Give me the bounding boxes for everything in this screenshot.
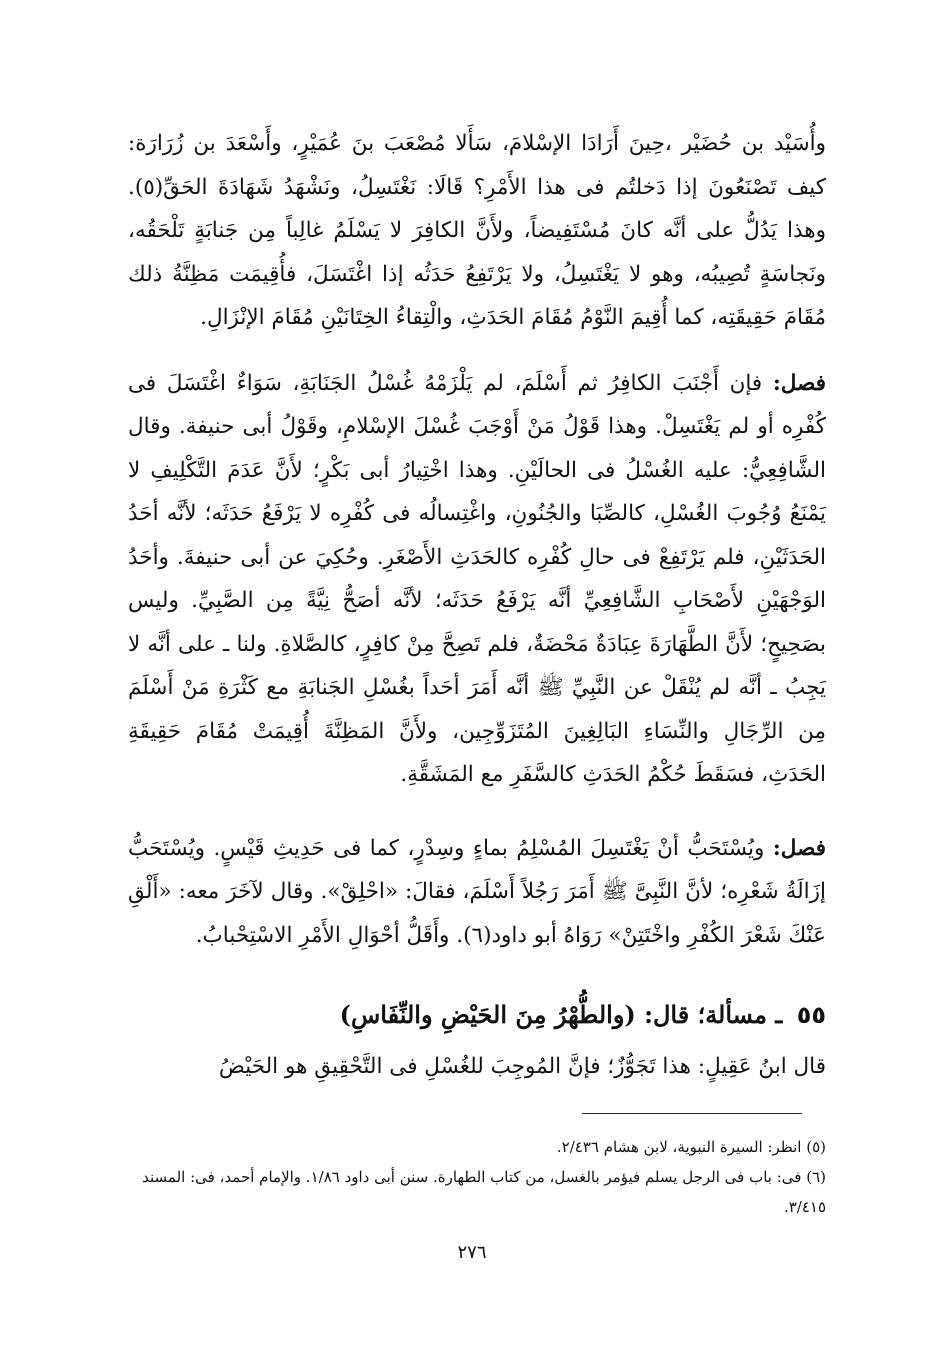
footnote-separator [582, 1113, 802, 1114]
section-lead: فصل: [772, 835, 826, 861]
footnote-5: (٥) انظر: السيرة النبوية، لابن هشام ٢/٤٣٦. [556, 1138, 826, 1156]
paragraph-2 [128, 362, 826, 797]
paragraph-3-text: ويُسْتَحَبُّ أنْ يَغْتَسِلَ المُسْلِمُ بماءٍ وسِدْرٍ، كما فى حَدِيثِ قَيْسٍ. ويُسْتَحَبُّ إزَالَةُ شَعْرِه؛ لأنَّ النَّبِىَّ ﷺ أَمَرَ رَجُلاً أَسْلَمَ، فقالَ: «احْلِقْ». وقال لآخَرَ معه: «أَلْقِ عَنْكَ شَعْرَ الكُفْرِ واخْتَتِنْ» رَوَاهُ أبو داود(٦). وأَقَلُّ أحْوَالِ الأَمْرِ الاسْتِحْبابُ. [128, 835, 826, 948]
issue-number: ٥٥ [796, 1001, 826, 1029]
issue-title: ـ مسألة؛ قال: (والطُّهْرُ مِنَ الحَيْضِ والنِّفَاسِ) [339, 1000, 783, 1029]
footnotes [128, 1132, 826, 1222]
paragraph-4: قال ابنُ عَقِيلٍ: هذا تَجَوُّزٌ؛ فإنَّ المُوجِبَ للغُسْلِ فى التَّحْقِيقِ هو الحَيْضُ [218, 1054, 826, 1079]
paragraph-1: وأُسَيْد بن حُضَيْر ،حِينَ أَرَادَا الإسْلامَ، سَأَلا مُصْعَبَ بنَ عُمَيْرٍ، وأَسْعَدَ بن زُرَارَة: كيف تَصْنَعُونَ إذا دَخلتُم فى هذا الأَمْرِ؟ قَالَا: نَغْتَسِلُ، ونَشْهَدُ شَهَادَةَ الحَقِّ(٥). وهذا يَدُلُّ على أنَّه كانَ مُسْتَفِيضاً، ولأَنَّ الكافِرَ لا يَسْلَمُ غالِباً مِن جَنابَةٍ تَلْحَقُه، ونَجاسَةٍ تُصِيبُه، وهو لا يَغْتَسِلُ، ولا يَرْتَفِعُ حَدَثُه إذا اغْتَسَلَ، فأُقِيمَت مَظِنَّةُ ذلك مُقَامَ حَقِيقَتِه، كما أُقِيمَ النَّوْمُ مُقَامَ الحَدَثِ، والْتِقاءُ الخِتَانَيْنِ مُقَامَ الإنْزَالِ. [128, 131, 826, 330]
page-number: ٢٧٦ [457, 1242, 487, 1263]
paragraph-3 [128, 827, 826, 958]
section-lead: فصل: [772, 370, 826, 396]
issue-heading [128, 993, 826, 1037]
footnote-6: (٦) فى: باب فى الرجل يسلم فيؤمر بالغسل، من كتاب الطهارة. سنن أبى داود ١/٨٦. والإمام أحمد، فى: المسند ٣/٤١٥. [142, 1168, 826, 1216]
paragraph-2-text: فإن أَجْنَبَ الكافِرُ ثم أَسْلَمَ، لم يَلْزَمْهُ غُسْلُ الجَنَابَةِ، سَوَاءٌ اغْتَسَلَ فى كُفْرِه أو لم يَغْتَسِلْ. وهذا قَوْلُ مَنْ أَوْجَبَ غُسْلَ الإسْلامِ، وقَوْلُ أبى حنيفة. وقال الشَّافِعِيُّ: عليه الغُسْلُ فى الحالَيْنِ. وهذا اخْتِيارُ أبى بَكْرٍ؛ لأَنَّ عَدَمَ التَّكْلِيفِ لا يَمْنَعُ وُجُوبَ الغُسْلِ، كالصِّبَا والجُنُونِ، واغْتِسالُه فى كُفْرِه لا يَرْفَعُ حَدَثَه؛ لأنَّه أحَدُ الحَدَثَيْنِ، فلم يَرْتَفِعْ فى حالِ كُفْرِه كالحَدَثِ الأَصْغَرِ. وحُكِيَ عن أبى حنيفةَ. وأحَدُ الوَجْهَيْنِ لأَصْحَابِ الشَّافِعِيِّ أنَّه يَرْفَعُ حَدَثَه؛ لأنَّه أصَحُّ نِيَّةً مِن الصَّبِيِّ. وليس بصَحِيحٍ؛ لأَنَّ الطَّهَارَةَ عِبَادَةٌ مَحْضَةٌ، فلم تَصِحَّ مِنْ كافِرٍ، كالصَّلاةِ. ولنا ـ على أنَّه لا يَجِبُ ـ أنَّه لم يُنْقَلْ عن النَّبِيِّ ﷺ أنَّه أَمَرَ أحَداً بغُسْلِ الجَنابَةِ مع كَثْرَةِ مَنْ أَسْلَمَ مِن الرِّجَالِ والنِّسَاءِ البَالِغِينَ المُتَزَوِّجِين، ولأَنَّ المَظِنَّةَ أُقِيمَتْ مُقَامَ حَقِيقَةِ الحَدَثِ، فسَقَطَ حُكْمُ الحَدَثِ كالسَّفَرِ مع المَشَقَّةِ. [128, 370, 826, 787]
